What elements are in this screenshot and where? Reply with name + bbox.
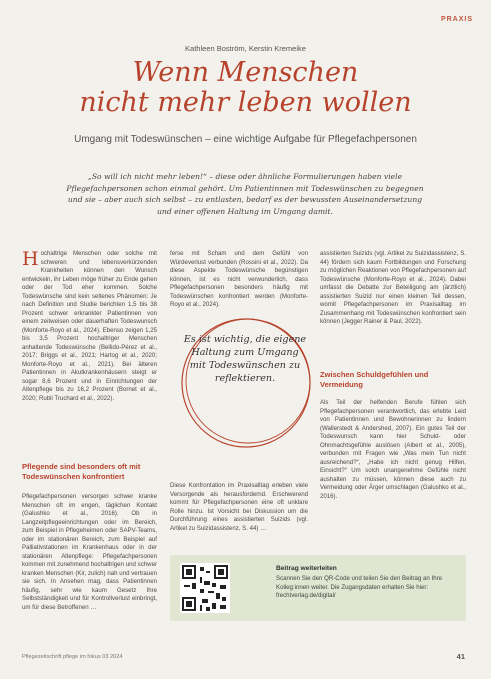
share-infobox [170, 555, 466, 621]
page-number: 41 [456, 652, 465, 661]
article-title [0, 58, 491, 118]
title-line-2: nicht mehr leben wollen [79, 87, 412, 118]
body-column-3b: Als Teil der helfenden Berufe fühlen sich Pflegefachpersonen verantwortlich, das erlebte Leid von Patientinnen und Bewohnerinnen zu lindern (Wallerstedt & Andershed, 2007). Ein gutes Teil der Todeswunsch kann hier Schuld- oder Ohnmachtsgefühle auslösen (Albert et al., 2005), verbunden mit Fragen wie „Was mein Tun nicht ausreichend?“, „Habe ich nicht genug Hilfen, Einsicht?“ Um solch unangenehme Gefühle nicht aushalten zu müssen, können diese auch zu Vermeidung oder Ärger umschlagen (Galushko et al., 2016). [320, 399, 466, 500]
body-column-2b: Diese Konfrontation im Praxisalltag erleben viele Versorgende als herausfordernd. Erschwerend kommt für Pflegefachpersonen eine oft unklare Rolle hinzu. Ist Vorsicht bei Diskussion um die Durchführung eines assistierten Suizids (vgl. Artikel zu Suizidassistenz, S. 44) … [170, 482, 308, 532]
drop-cap: H [22, 248, 39, 270]
body-column-1 [22, 250, 157, 403]
body-column-3: assistierten Suizids (vgl. Artikel zu Suizidassistenz, S. 44) fördern sich kaum Fortbildungen und Forschung zu möglichen Reaktionen von Pflegefachpersonen auf Todeswünsche (Monforte-Royo et al., 2024). Dabei umfasst die Debatte zur Beteiligung am (ärztlich) assistierten Suizid nur einen kleinen Teil dessen, womit Pflegefachpersonen im Praxisalltag im Zusammenhang mit Todeswünschen konfrontiert sein können (Jegger Rainer & Paul, 2022). [320, 250, 467, 325]
footer-journal: Pflegezeitschrift pflege im fokus 03 2024 [22, 654, 123, 660]
body-column-2: ferse mit Scham und dem Gefühl von Würdeverlust verbunden (Rossini et al., 2022). Da diese Aspekte Todeswünsche begünstigen können, ist es nicht verwunderlich, dass Pflegefachpersonen besonders häufig mit Todeswünschen konfrontiert werden (Monforte-Royo et al., 2024). [170, 250, 308, 308]
qr-code-icon[interactable] [180, 563, 230, 613]
column-1-text: ochaltrige Menschen oder solche mit schweren und lebensverkürzenden Krankheiten können den Wunsch entwickeln, ihr Leben möge früher zu Ende gehen oder der Tod eher kommen. Solche Todeswünsche sind kein seltenes Phänomen: Je nach Definition und Studie berichten 1,5 bis 38 Prozent schwer erkrankter Patientinnen von einem zeitweisen oder dauerhaften Todeswunsch (Monforte-Royo et al., 2024). Ebenso zeigen 1,25 bis 3,5 Prozent hochaltriger Menschen anhaltende Todeswünsche (Bellido-Pérez et al., 2017; Briggs et al., 2021; Hartog et al., 2020; Monforte-Royo et al., 2021). Bei älteren Patientinnen in Akutkrankenhäusern steigt er sogar 8,6 Prozent und in Einrichtungen der Altenpflege bis zu 16,2 Prozent (Bornet et al., 2020; Rubli Truchard et al., 2022). [22, 250, 157, 402]
infobox-title: Beitrag weiterleiten [276, 565, 337, 572]
section-label: PRAXIS [440, 16, 473, 23]
article-intro: „So will ich nicht mehr leben!“ – diese oder ähnliche Formulierungen haben viele Pflegefachpersonen schon einmal gehört. Um Patientinnen mit Todeswünschen zu begegnen und sie – aber auch sich selbst – zu entlasten, bedarf es der bewussten Auseinandersetzung und einer offenen Haltung im Umgang damit. [66, 172, 424, 216]
article-subtitle: Umgang mit Todeswünschen – eine wichtige Aufgabe für Pflegefachpersonen [74, 134, 417, 145]
article-authors: Kathleen Boström, Kerstin Kremeike [185, 44, 306, 53]
infobox-text: Scannen Sie den QR-Code und teilen Sie den Beitrag an Ihre Kolleg:innen weiter. Die Zugangsdaten erhalten Sie hier: frechtverlag.de/digital/ [276, 575, 442, 599]
body-column-1b: Pflegefachpersonen versorgen schwer kranke Menschen oft im engen, täglichen Kontakt (Galushko et al., 2016). Ob in Langzeitpflegeeinrichtungen oder im Bereich, zum Beispiel in Pflegeheimen oder SAPV-Teams, oder im stationären Bereich, zum Beispiel auf Palliativstationen im Krankenhaus oder in der stationären Altenpflege: Pflegefachpersonen kommen mit zunehmend hochaltrigen und schwer kranken Menschen (Kir, zulich) nah und vertrauen sie sich. In Ansehen mag, dass Patientinnen häufig, sehr wie kaum Gesetz Ihre Selbstständigkeit und für Kontrollverlust einbringt, um für diese Betroffenen … [22, 493, 157, 611]
section-heading-2: Zwischen Schuldgefühlen und Vermeidung [320, 370, 429, 389]
pullquote: Es ist wichtig, die eigene Haltung zum Umgang mit Todeswünschen zu reflektieren. [183, 334, 307, 384]
section-heading-1: Pflegende sind besonders oft mit Todeswünschen konfrontiert [22, 462, 141, 481]
title-line-1: Wenn Menschen [132, 57, 359, 88]
